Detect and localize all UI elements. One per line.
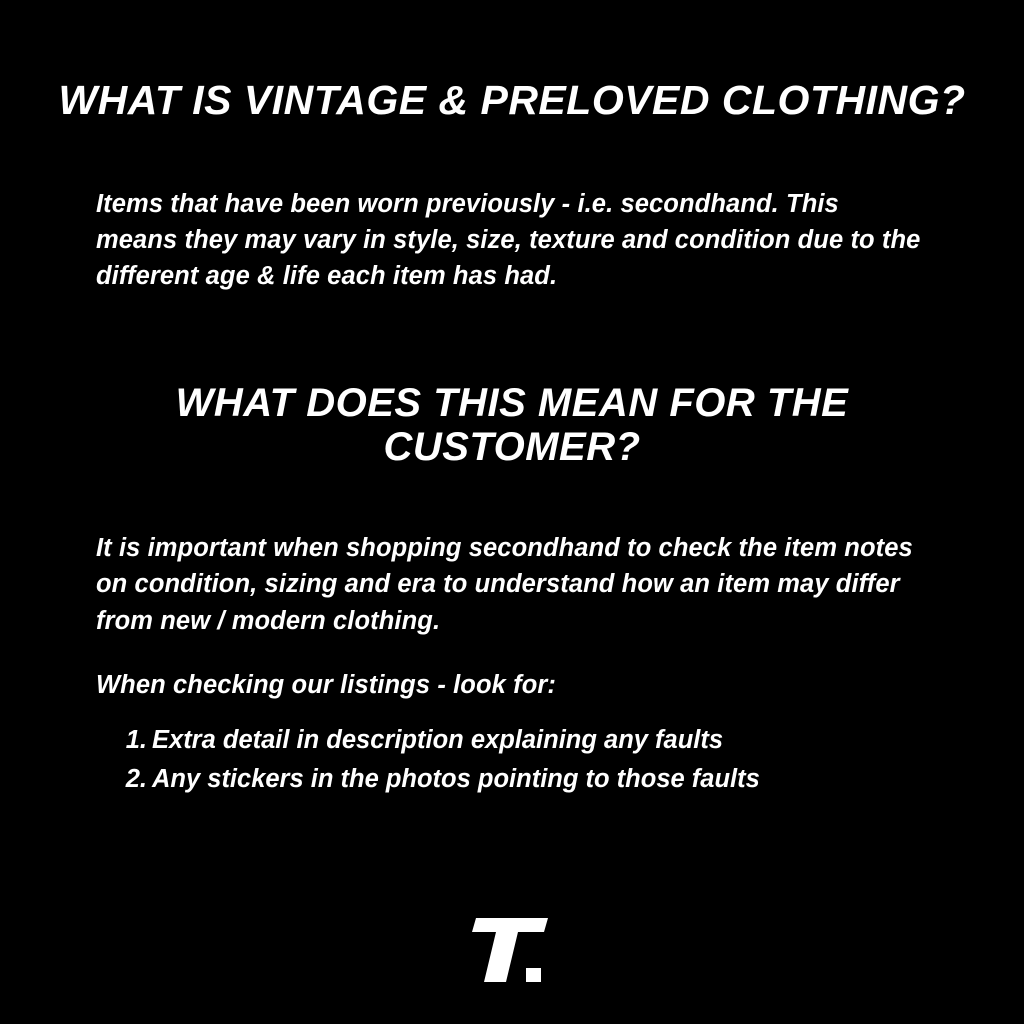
checklist [0,721,1024,799]
list-item: Any stickers in the photos pointing to those faults [152,764,760,793]
intro-paragraph: Items that have been worn previously - i.e. secondhand. This means they may vary in style, size, texture and condition due to the different age & life each item has had. [96,189,921,291]
intro-paragraph-block [0,124,1024,295]
brand-logo-icon [464,918,560,982]
customer-paragraph: It is important when shopping secondhand to check the item notes on condition, sizing and era to understand how an item may differ from new / modern clothing. [96,534,913,635]
list-item: Extra detail in description explaining any faults [152,725,724,754]
customer-paragraph-block [0,470,1024,639]
section-spacer [0,295,1024,381]
brand-logo [0,918,1024,982]
section-title-customer: WHAT DOES THIS MEAN FOR THE CUSTOMER? [175,380,849,470]
listings-prompt-block [0,639,1024,703]
page-title: WHAT IS VINTAGE & PRELOVED CLOTHING? [58,77,966,123]
listings-prompt: When checking our listings - look for: [96,670,556,699]
